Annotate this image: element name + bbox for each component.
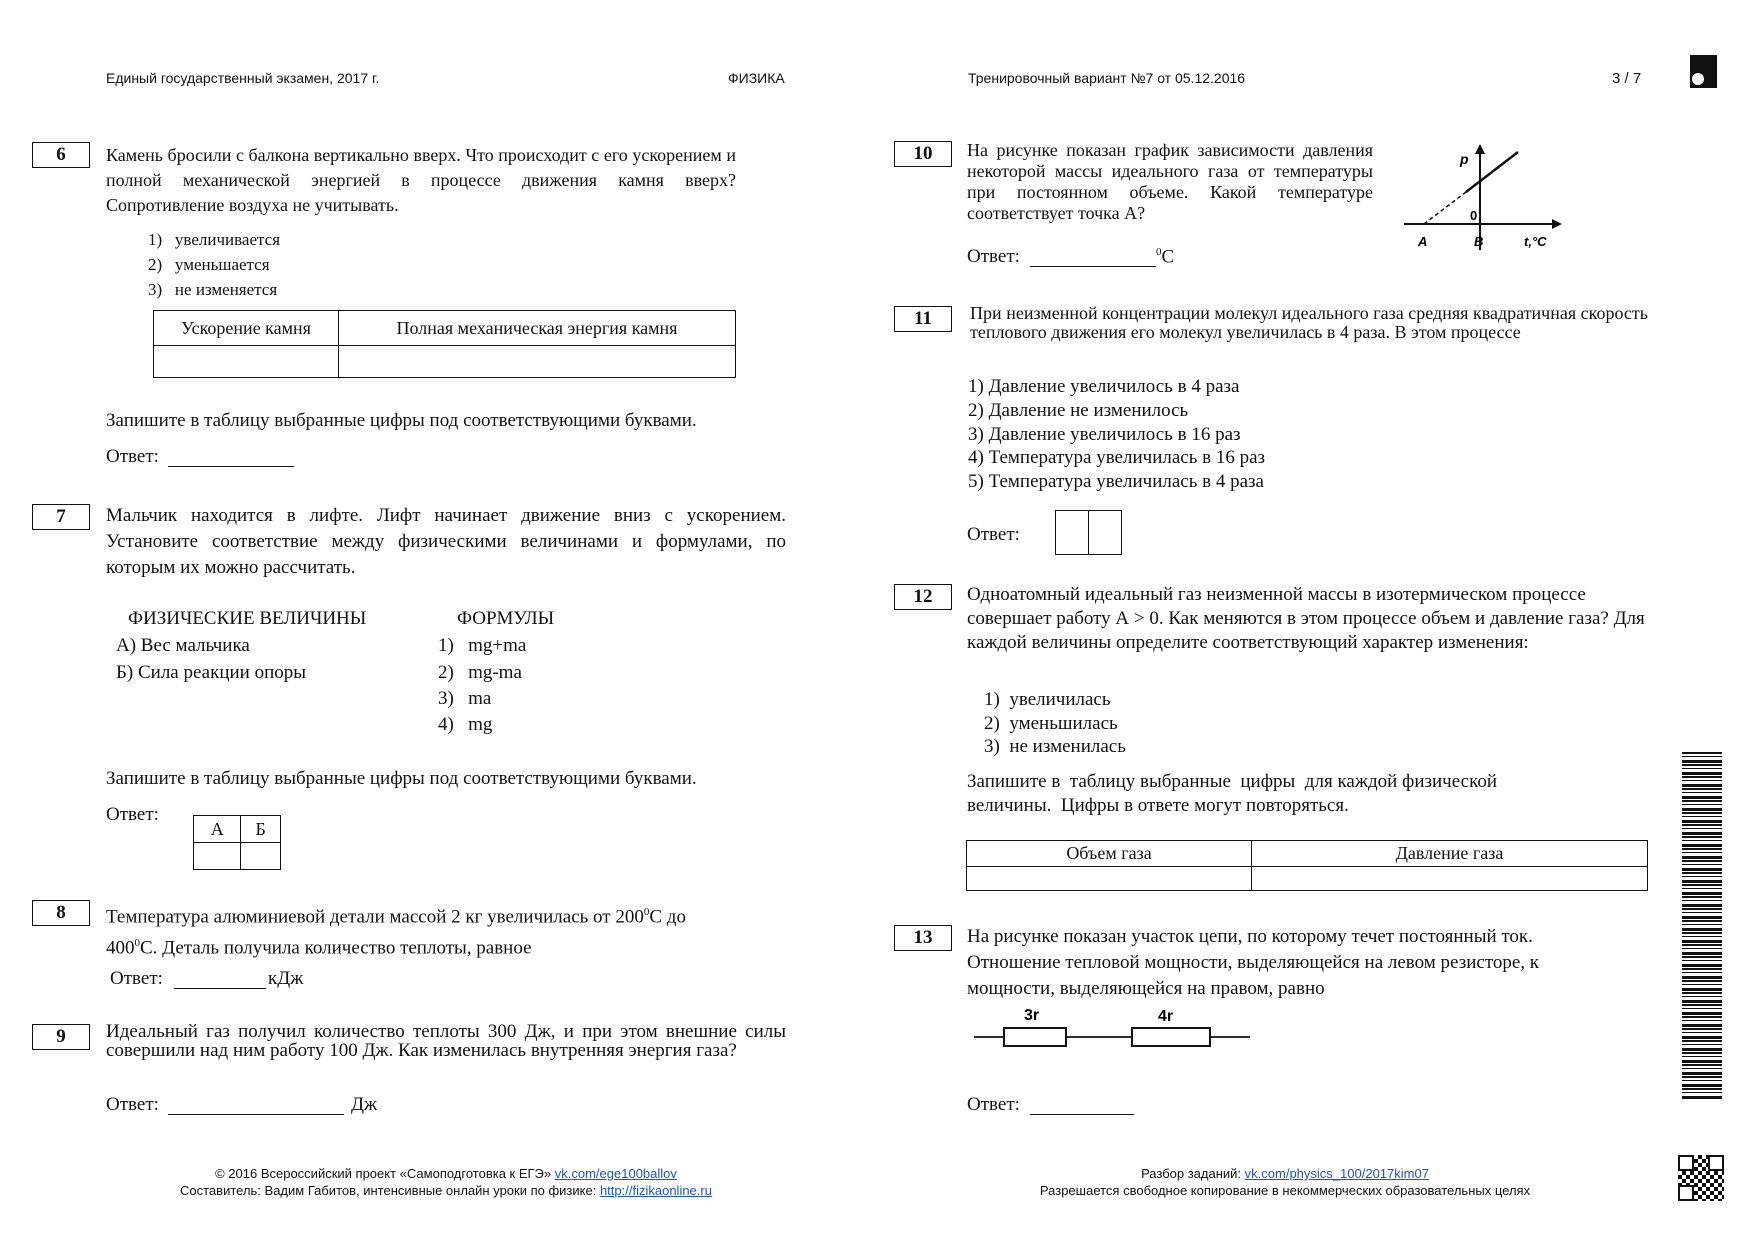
q6-col-energy: Полная механическая энергия камня [339,311,736,346]
qr-code-icon [1678,1155,1724,1201]
q12-col-pressure: Давление газа [1252,841,1648,867]
q6-answer-cell-2[interactable] [339,346,736,378]
question-8-text: Температура алюминиевой детали массой 2 кг увеличилась от $200^0С$ до $400^0С$. Деталь получила количество теплоты, равное [106,906,686,959]
q6-col-acceleration: Ускорение камня [154,311,339,346]
q12-col-volume: Объем газа [967,841,1252,867]
q9-answer-line[interactable] [168,1114,344,1115]
q11-answer-cell-2[interactable] [1089,511,1122,555]
q13-answer-line[interactable] [1030,1114,1134,1115]
question-9-number: 9 [32,1024,90,1050]
question-9-text: Идеальный газ получил количество теплоты 300 Дж, и при этом внешние силы совершили над ним работу 100 Дж. Как изменилась внутренняя энергия газа? [106,1021,786,1061]
question-12-number: 12 [894,584,952,610]
q12-option-2: 2) уменьшилась [984,713,1118,734]
question-6-text: Камень бросили с балкона вертикально вверх. Что происходит с его ускорением и полной механической энергией в процессе движения камня вверх? Сопротивление воздуха не учитывать. [106,145,736,215]
extrapolation-line [1424,192,1466,224]
q12-answer-table [966,840,1648,891]
q6-answer-cell-1[interactable] [154,346,339,378]
pressure-line [1466,152,1518,192]
q7-quantity-a: А) Вес мальчика [116,635,250,656]
q12-answer-cell-2[interactable] [1252,867,1648,891]
resistor-4r [1132,1028,1210,1046]
q10-unit: $^0$С [1156,246,1175,268]
q7-answer-cell-a[interactable] [194,843,241,870]
q11-option-3: 3) Давление увеличилось в 16 раз [968,424,1241,445]
q10-answer-label: Ответ: [967,246,1020,267]
graph-label-zero: 0 [1470,208,1478,223]
q7-formula-4: 4) mg [438,714,493,735]
q11-option-1: 1) Давление увеличилось в 4 раза [968,376,1240,397]
q6-answer-table [153,310,736,378]
graph-label-p: p [1460,151,1469,167]
question-11-number: 11 [894,306,952,332]
footer-left-line-1: © 2016 Всероссийский проект «Самоподготовка к ЕГЭ» vk.com/ege100ballov [215,1166,677,1181]
q8-answer-label: Ответ: [110,968,163,989]
question-6-number: 6 [32,142,90,168]
graph-label-b: B [1474,234,1484,249]
question-8-number: 8 [32,900,90,926]
q6-option-3: 3) не изменяется [148,280,278,299]
q10-answer-line[interactable] [1030,266,1156,267]
q10-pressure-temperature-graph [1396,138,1566,254]
q8-answer-line[interactable] [174,988,266,989]
question-13-text: На рисунке показан участок цепи, по которому течет постоянный ток. Отношение тепловой мощности, выделяющейся на левом резисторе, к мощности, выделяющейся на правом, равно [967,926,1540,999]
q6-option-1: 1) увеличивается [148,230,281,249]
footer-right-line-2: Разрешается свободное копирование в некоммерческих образовательных целях [1039,1183,1531,1198]
barcode-icon [1682,752,1722,1100]
q12-answer-cell-1[interactable] [967,867,1252,891]
q11-option-5: 5) Температура увеличилась в 4 раза [968,471,1264,492]
resistor-3r-label: 3r [1024,1007,1040,1024]
q7-formula-2: 2) mg-ma [438,662,522,683]
q7-formula-1: 1) mg+ma [438,635,527,656]
q7-answer-table [193,815,281,870]
q13-answer-label: Ответ: [967,1094,1020,1115]
q7-formula-3: 3) ma [438,688,492,709]
question-12-text: Одноатомный идеальный газ неизменной массы в изотермическом процессе совершает работу А > 0. Как меняются в этом процессе объем и давление газа? Для каждой величины определите соответствующий характер изменения: [967,584,1645,653]
header-variant: Тренировочный вариант №7 от 05.12.2016 [968,70,1246,86]
q7-head-formulas: ФОРМУЛЫ [457,608,555,629]
header-exam-title: Единый государственный экзамен, 2017 г. [106,70,380,86]
page-number: 3 / 7 [1612,70,1642,87]
footer-link-fizikaonline[interactable]: http://fizikaonline.ru [599,1183,712,1198]
q11-answer-table [1055,510,1122,555]
footer-left-line-2: Составитель: Вадим Габитов, интенсивные онлайн уроки по физике: http://fizikaonline.ru [180,1183,712,1198]
q8-unit: кДж [268,968,304,989]
question-13-number: 13 [894,925,952,951]
q9-answer-label: Ответ: [106,1094,159,1115]
q12-option-3: 3) не изменилась [984,736,1126,757]
resistor-3r [1004,1028,1066,1046]
corner-marker-icon [1690,55,1717,88]
question-11-text: При неизменной концентрации молекул идеального газа средняя квадратичная скорость теплового движения его молекул увеличилась в 4 раза. В этом процессе [970,303,1648,342]
graph-label-a: A [1418,234,1428,249]
q7-quantity-b: Б) Сила реакции опоры [116,662,307,683]
q7-answer-cell-b[interactable] [241,843,281,870]
question-10-number: 10 [894,141,952,167]
q12-option-1: 1) увеличилась [984,689,1111,710]
q6-answer-label: Ответ: [106,446,159,467]
resistor-4r-label: 4r [1158,1008,1174,1025]
p-axis-arrow-icon [1475,144,1485,154]
q7-head-quantities: ФИЗИЧЕСКИЕ ВЕЛИЧИНЫ [128,608,367,629]
q12-instruction: Запишите в таблицу выбранные цифры для каждой физической величины. Цифры в ответе могут повторяться. [967,771,1502,816]
q7-instruction: Запишите в таблицу выбранные цифры под соответствующими буквами. [106,768,697,789]
question-10-text: На рисунке показан график зависимости давления некоторой массы идеального газа от температуры при постоянном объеме. Какой температуре соответствует точка А? [967,140,1373,223]
q6-answer-line[interactable] [168,466,294,467]
q9-unit: Дж [351,1094,378,1115]
question-7-number: 7 [32,504,90,530]
q6-option-2: 2) уменьшается [148,255,270,274]
t-axis-arrow-icon [1552,219,1562,229]
footer-link-vk-ege[interactable]: vk.com/ege100ballov [554,1166,677,1181]
q13-circuit-diagram [974,1000,1254,1056]
q11-answer-cell-1[interactable] [1056,511,1089,555]
question-7-text: Мальчик находится в лифте. Лифт начинает движение вниз с ускорением. Установите соответствие между физическими величинами и формулами, по которым их можно рассчитать. [106,505,786,578]
q11-option-4: 4) Температура увеличилась в 16 раз [968,447,1266,468]
q7-answer-label: Ответ: [106,804,159,825]
graph-label-t: t,°C [1524,234,1547,249]
footer-link-vk-physics[interactable]: vk.com/physics_100/2017kim07 [1244,1166,1429,1181]
footer-right-line-1: Разбор заданий: vk.com/physics_100/2017kim07 [1141,1166,1429,1181]
header-subject: ФИЗИКА [728,70,785,86]
q7-col-a: А [194,816,241,843]
q7-col-b: Б [241,816,281,843]
q11-option-2: 2) Давление не изменилось [968,400,1189,421]
q6-instruction: Запишите в таблицу выбранные цифры под соответствующими буквами. [106,410,697,431]
q11-answer-label: Ответ: [967,524,1020,545]
